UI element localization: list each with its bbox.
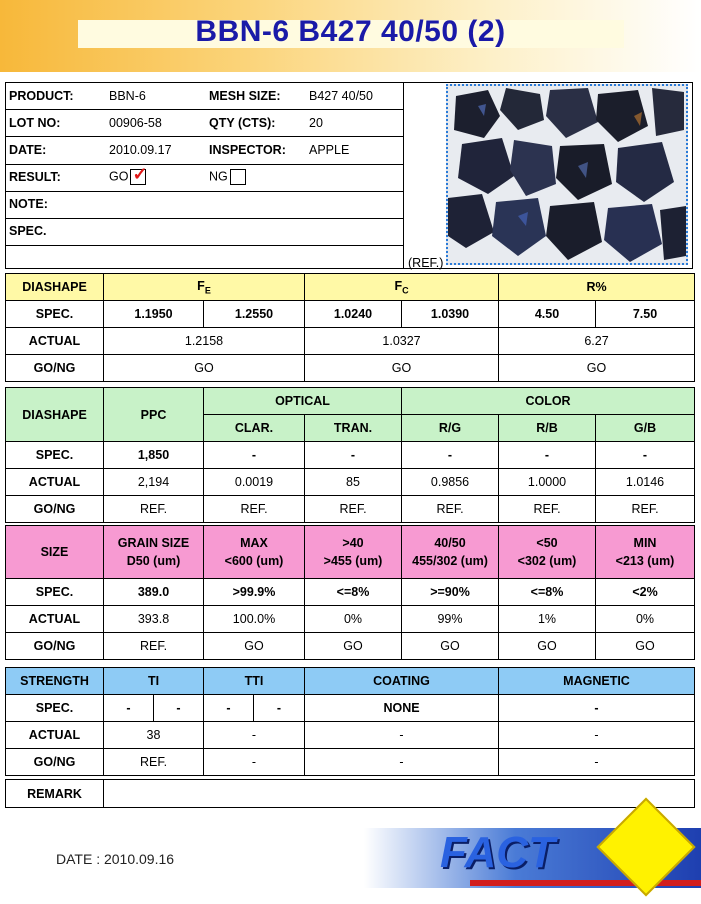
spec-cell: - [305, 442, 402, 469]
spec-cell: 7.50 [596, 301, 695, 328]
spec-cell: <2% [596, 579, 695, 606]
actual-cell: 0.0019 [204, 469, 305, 496]
gong-cell: GO [402, 633, 499, 660]
size-header: GRAIN SIZE D50 (um) [104, 526, 204, 579]
size-header: MIN <213 (um) [596, 526, 695, 579]
footer-red-stripe [470, 880, 701, 886]
spec-row-label: SPEC. [6, 301, 104, 328]
gong-cell: GO [596, 633, 695, 660]
gong-row-label: GO/NG [6, 355, 104, 382]
actual-cell: 1.0146 [596, 469, 695, 496]
gong-cell: REF. [104, 749, 204, 776]
optical-table [5, 387, 695, 523]
actual-row-label: ACTUAL [6, 722, 104, 749]
spec-cell: 1.0390 [402, 301, 499, 328]
gong-cell: - [499, 749, 695, 776]
spec-cell: - [254, 695, 305, 722]
actual-cell: 1.2158 [104, 328, 305, 355]
r-header: R% [499, 274, 695, 301]
size-table [5, 525, 695, 660]
spec-cell: 389.0 [104, 579, 204, 606]
spec-cell: - [596, 442, 695, 469]
actual-cell: 6.27 [499, 328, 695, 355]
product-value: BBN-6 [109, 88, 146, 103]
sample-photo [446, 84, 688, 265]
actual-cell: 0% [596, 606, 695, 633]
gong-cell: GO [499, 633, 596, 660]
go-checkbox[interactable] [130, 163, 148, 185]
magnetic-header: MAGNETIC [499, 668, 695, 695]
date-label: DATE: [9, 142, 47, 157]
actual-cell: 38 [104, 722, 204, 749]
spec-cell: - [204, 695, 254, 722]
spec-cell: 1.0240 [305, 301, 402, 328]
actual-cell: 99% [402, 606, 499, 633]
spec-row-label: SPEC. [6, 695, 104, 722]
diamond-crystals-image [448, 86, 686, 263]
color-header: COLOR [402, 388, 695, 415]
remark-label: REMARK [6, 780, 104, 808]
spec-cell: <=8% [305, 579, 402, 606]
actual-row-label: ACTUAL [6, 469, 104, 496]
qty-label: QTY (CTS): [209, 115, 276, 130]
mesh-label: MESH SIZE: [209, 88, 281, 103]
note-label: NOTE: [9, 196, 48, 211]
spec-cell: - [499, 695, 695, 722]
fc-header: $F_C$ [305, 274, 499, 301]
spec-cell: >=90% [402, 579, 499, 606]
result-ng[interactable] [205, 163, 305, 190]
actual-cell: 85 [305, 469, 402, 496]
actual-cell: 393.8 [104, 606, 204, 633]
spec-cell: 1,850 [104, 442, 204, 469]
product-label: PRODUCT: [9, 88, 74, 103]
actual-cell: 2,194 [104, 469, 204, 496]
info-divider [5, 245, 403, 246]
actual-cell: 1.0327 [305, 328, 499, 355]
column-header: R/B [499, 415, 596, 442]
qty-value: 20 [309, 115, 323, 130]
actual-cell: 0.9856 [402, 469, 499, 496]
date-value: 2010.09.17 [109, 142, 172, 157]
spec-cell: - [499, 442, 596, 469]
actual-row-label: ACTUAL [6, 606, 104, 633]
size-header: 40/50 455/302 (um) [402, 526, 499, 579]
actual-cell: 0% [305, 606, 402, 633]
gong-cell: - [204, 749, 305, 776]
remark-table [5, 779, 695, 808]
gong-cell: REF. [596, 496, 695, 523]
spec-cell: <=8% [499, 579, 596, 606]
gong-row-label: GO/NG [6, 749, 104, 776]
column-header: CLAR. [204, 415, 305, 442]
optical-title: DIASHAPE [6, 388, 104, 442]
actual-cell: - [499, 722, 695, 749]
strength-table [5, 667, 695, 776]
fe-header: $F_E$ [104, 274, 305, 301]
actual-cell: 100.0% [204, 606, 305, 633]
actual-cell: - [204, 722, 305, 749]
actual-cell: 1% [499, 606, 596, 633]
remark-value[interactable] [104, 780, 695, 808]
footer-date: DATE : 2010.09.16 [56, 851, 175, 867]
result-go[interactable] [105, 163, 205, 190]
column-header: TRAN. [305, 415, 402, 442]
gong-cell: GO [305, 355, 499, 382]
spec-row-label: SPEC. [6, 579, 104, 606]
lot-value: 00906-58 [109, 115, 162, 130]
spec-cell: NONE [305, 695, 499, 722]
actual-row-label: ACTUAL [6, 328, 104, 355]
ppc-header: PPC [104, 388, 204, 442]
coating-header: COATING [305, 668, 499, 695]
inspector-value: APPLE [309, 142, 350, 157]
size-header: <50 <302 (um) [499, 526, 596, 579]
gong-cell: GO [499, 355, 695, 382]
actual-cell: 1.0000 [499, 469, 596, 496]
page-title: BBN-6 B427 40/50 (2) [195, 15, 506, 48]
ng-label: NG [209, 168, 228, 183]
gong-row-label: GO/NG [6, 633, 104, 660]
ref-label: (REF.) [408, 256, 444, 270]
shape-title: DIASHAPE [6, 274, 104, 301]
gong-cell: REF. [204, 496, 305, 523]
spec-cell: 1.1950 [104, 301, 204, 328]
column-header: G/B [596, 415, 695, 442]
tti-header: TTI [204, 668, 305, 695]
spec-row-label: SPEC. [6, 442, 104, 469]
gong-cell: - [305, 749, 499, 776]
strength-title: STRENGTH [6, 668, 104, 695]
spec-cell: - [104, 695, 154, 722]
fact-logo: FACT [440, 828, 555, 877]
gong-cell: GO [305, 633, 402, 660]
spec-label: SPEC. [9, 223, 47, 238]
gong-cell: REF. [499, 496, 596, 523]
inspector-label: INSPECTOR: [209, 142, 286, 157]
spec-cell: - [154, 695, 204, 722]
ng-checkbox[interactable] [230, 169, 246, 185]
optical-header: OPTICAL [204, 388, 402, 415]
info-table [5, 82, 404, 244]
size-title: SIZE [6, 526, 104, 579]
result-label: RESULT: [9, 169, 61, 184]
size-header: MAX <600 (um) [204, 526, 305, 579]
gong-cell: REF. [104, 633, 204, 660]
spec-cell: >99.9% [204, 579, 305, 606]
gong-cell: GO [104, 355, 305, 382]
gong-row-label: GO/NG [6, 496, 104, 523]
spec-cell: - [204, 442, 305, 469]
checkmark-icon: ✓ [132, 163, 148, 184]
size-header: >40 >455 (um) [305, 526, 402, 579]
gong-cell: REF. [402, 496, 499, 523]
gong-cell: REF. [305, 496, 402, 523]
gong-cell: GO [204, 633, 305, 660]
shape-table [5, 273, 695, 382]
mesh-value: B427 40/50 [309, 88, 373, 103]
spec-cell: 1.2550 [204, 301, 305, 328]
column-header: R/G [402, 415, 499, 442]
actual-cell: - [305, 722, 499, 749]
spec-cell: 4.50 [499, 301, 596, 328]
spec-cell: - [402, 442, 499, 469]
gong-cell: REF. [104, 496, 204, 523]
lot-label: LOT NO: [9, 115, 61, 130]
ti-header: TI [104, 668, 204, 695]
go-label: GO [109, 168, 129, 183]
